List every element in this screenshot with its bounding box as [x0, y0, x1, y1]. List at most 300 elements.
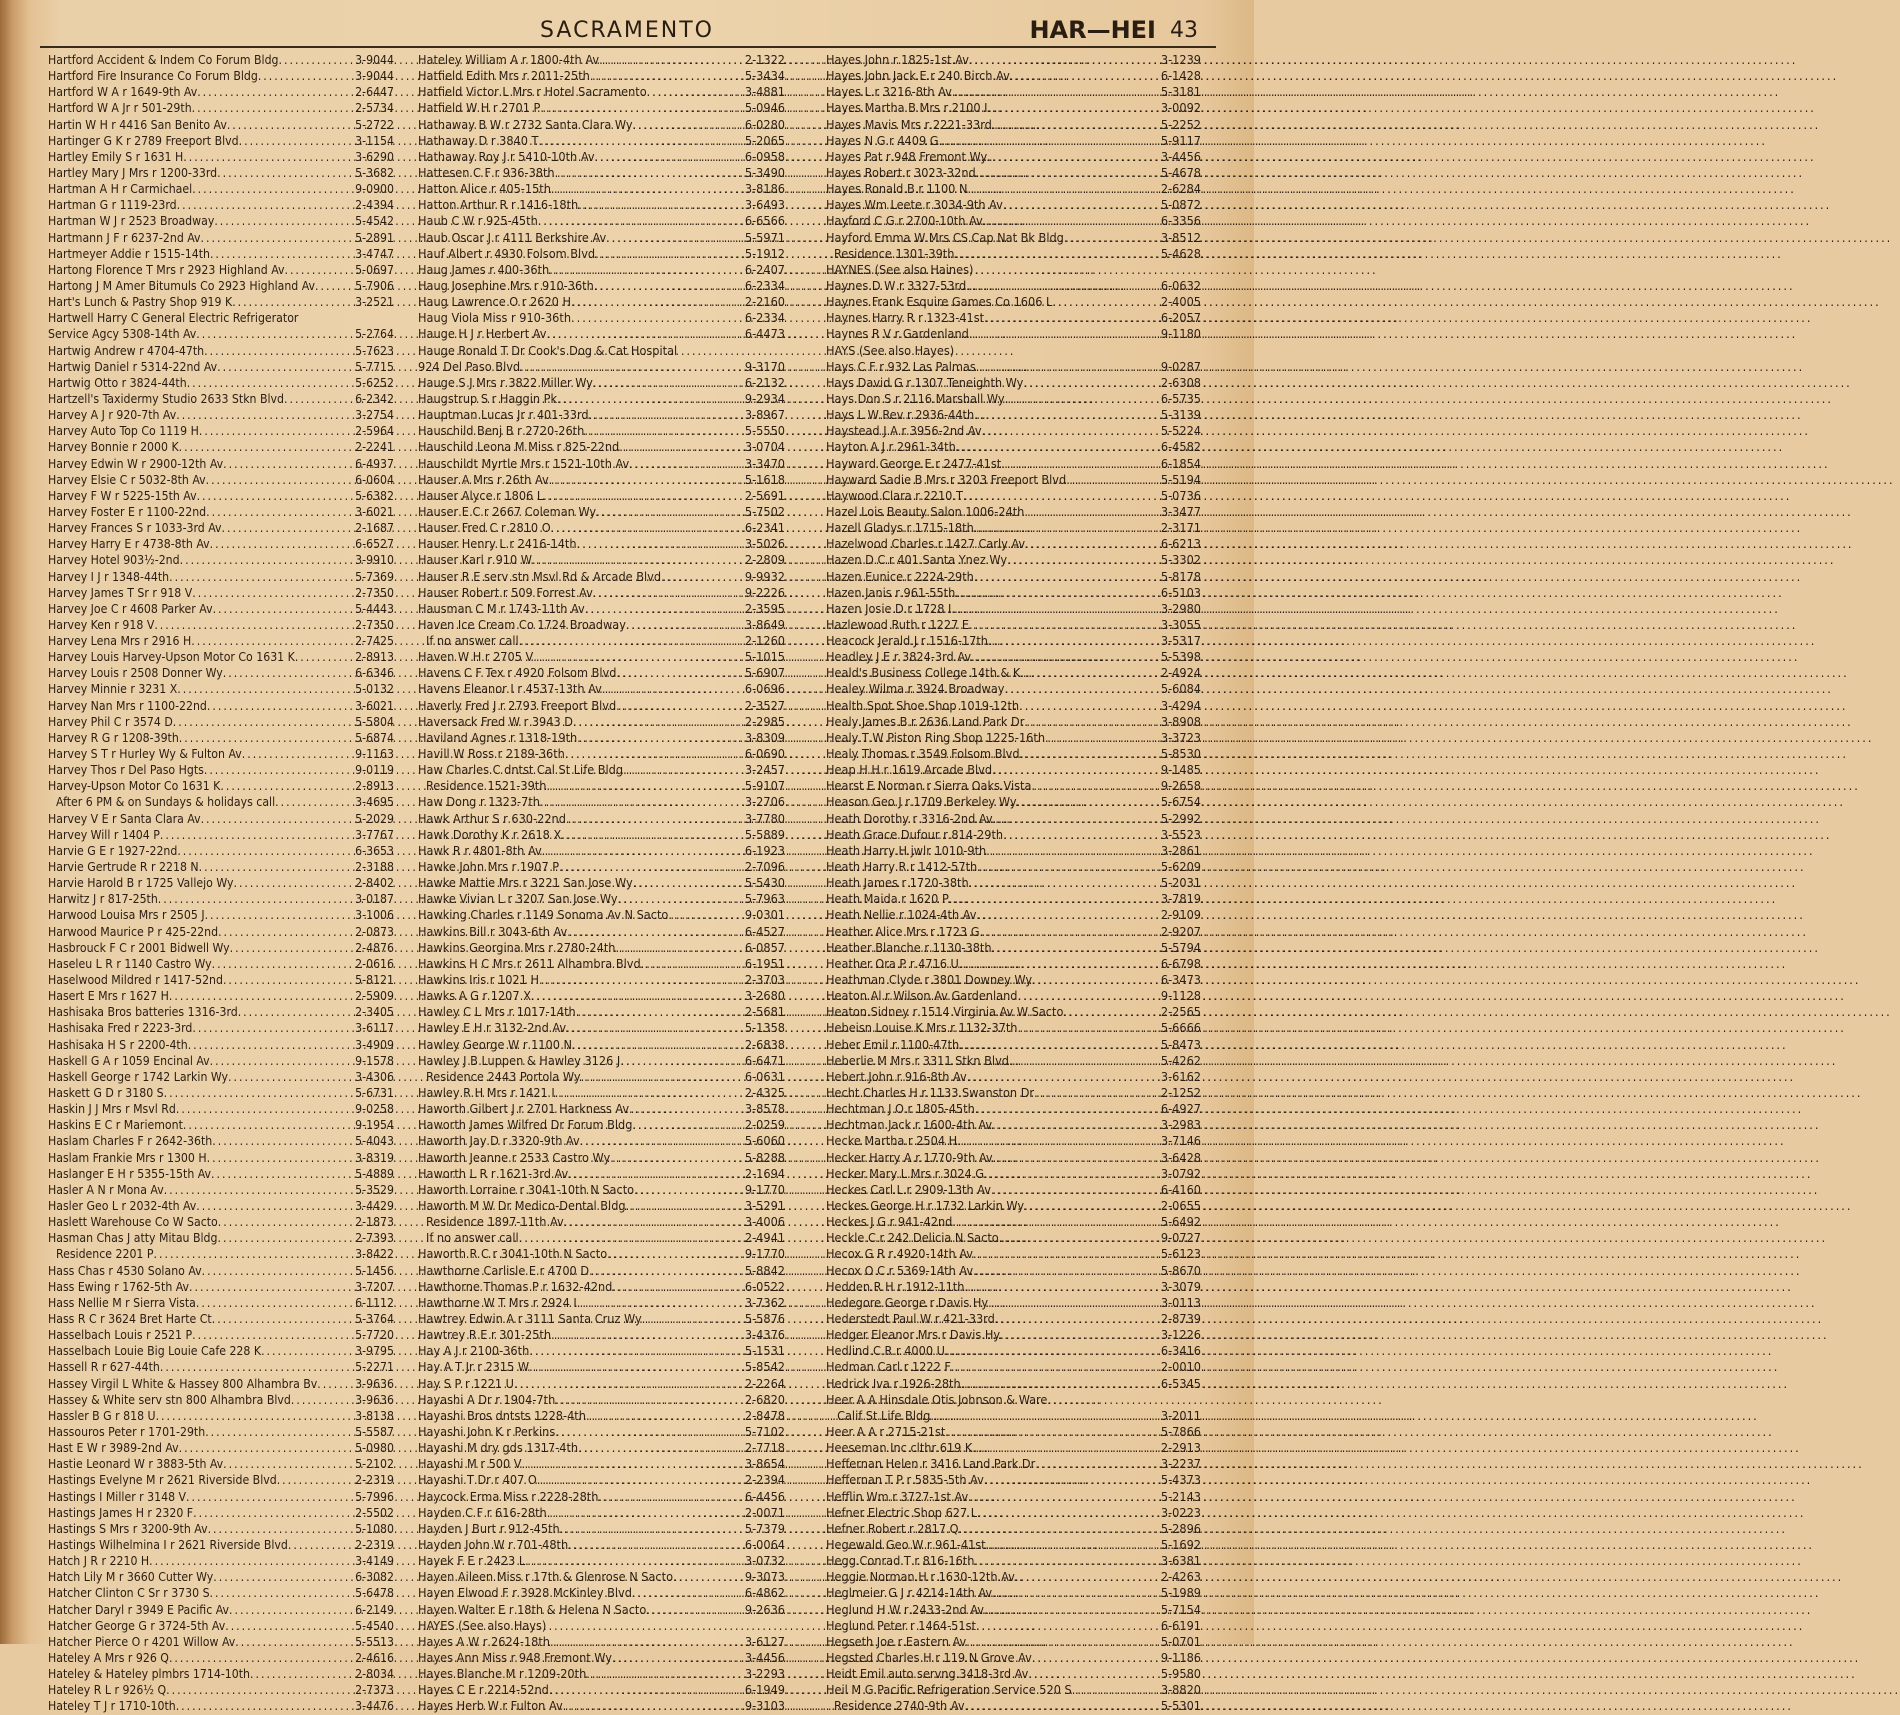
listing-entry	[418, 1214, 785, 1230]
phone-number: 2-4876	[355, 940, 394, 955]
listing-name: Haworth L R r 1621-3rd Av	[418, 1165, 569, 1181]
dot-leader	[179, 439, 356, 455]
dot-leader	[1020, 746, 1161, 762]
dot-leader	[955, 585, 1161, 601]
listing-name: Haystead J A r 3956-2nd Av	[826, 423, 982, 439]
dot-leader	[196, 1295, 355, 1311]
phone-number: 9-1180	[1160, 326, 1201, 342]
phone-number: 6-0857	[744, 939, 785, 955]
listing-name: Heil M G Pacific Refrigeration Service 520 S	[826, 1682, 1072, 1698]
dot-leader	[317, 1376, 355, 1392]
listing-name: Hatcher Pierce O r 4201 Willow Av	[48, 1634, 236, 1649]
dot-leader	[939, 133, 1161, 149]
dot-leader	[206, 472, 356, 488]
phone-number: 2-0010	[1160, 1359, 1201, 1375]
listing-entry	[418, 149, 785, 165]
dot-leader	[596, 504, 745, 520]
listing-name: Hauschild Benj B r 2720-26th	[418, 423, 585, 439]
dot-leader	[540, 794, 745, 810]
phone-number: 2-5964	[355, 424, 394, 439]
listing-entry	[418, 1263, 785, 1279]
listing-name: Hartford Accident & Indem Co Forum Bldg	[48, 53, 279, 67]
phone-number: 3-8649	[744, 616, 785, 632]
phone-number: 5-5301	[1160, 1698, 1201, 1714]
listing-name: Hawthorne Thomas P r 1632-42nd	[418, 1278, 613, 1294]
listing-name: Hateley & Hateley plmbrs 1714-10th	[48, 1667, 250, 1682]
dot-leader	[156, 1408, 356, 1424]
listing-entry	[418, 988, 785, 1004]
dot-leader	[974, 569, 1161, 585]
phone-number: 9-0119	[355, 763, 394, 778]
phone-number: 2-2809	[744, 552, 785, 568]
listing-name: Haskin J J Mrs r Msvl Rd	[48, 1102, 176, 1117]
listing-entry	[826, 52, 1201, 68]
listing-entry	[48, 1263, 394, 1279]
listing-entry	[48, 1376, 394, 1392]
dot-leader	[1072, 1682, 1161, 1698]
listing-entry	[48, 68, 394, 84]
phone-number: 5-8670	[1160, 1262, 1201, 1278]
listing-name: Hasselbach Louis r 2521 P	[48, 1328, 193, 1343]
phone-number: 9-3170	[744, 358, 785, 374]
dot-leader	[1031, 778, 1160, 794]
listing-name: Harwitz J r 817-25th	[48, 892, 158, 907]
listing-entry	[48, 972, 394, 988]
phone-number: 2-4616	[355, 1650, 394, 1665]
dot-leader	[1003, 197, 1161, 213]
dot-leader	[191, 633, 355, 649]
listing-entry	[826, 924, 1201, 940]
phone-number: 3-8578	[744, 1101, 785, 1117]
phone-number: 2-4263	[1160, 1569, 1201, 1585]
dot-leader	[969, 326, 1161, 342]
listing-entry	[418, 746, 785, 762]
dot-leader	[992, 762, 1161, 778]
phone-number: 3-8908	[1160, 713, 1201, 729]
listing-name: Hays Don S r 2116 Marshall Wy	[826, 390, 1005, 406]
listing-entry	[418, 1279, 785, 1295]
listing-name: Hecker Mary L Mrs r 3024 G	[826, 1165, 985, 1181]
dot-leader	[983, 213, 1161, 229]
phone-number: 5-4889	[355, 1166, 394, 1181]
dot-leader	[218, 1214, 355, 1230]
listing-name: Hayen Aileen Miss r 17th & Glenrose N Sacto	[418, 1569, 674, 1585]
listing-name: Hashisaka Fred r 2223-3rd	[48, 1021, 193, 1036]
phone-number: 5-2891	[355, 230, 394, 245]
phone-number: 5-2992	[1160, 810, 1201, 826]
phone-number: 2-8913	[355, 650, 394, 665]
dot-leader	[201, 230, 356, 246]
listing-name: Hebeisn Louise K Mrs r 1132-37th	[826, 1020, 1018, 1036]
dot-leader	[212, 956, 356, 972]
listing-entry	[826, 1101, 1201, 1117]
phone-number: 3-4909	[355, 1037, 394, 1052]
phone-number: 2-4325	[744, 1085, 785, 1100]
listing-entry	[826, 1053, 1201, 1069]
listing-name: After 6 PM & on Sundays & holidays call	[56, 795, 276, 810]
phone-number: 6-2149	[355, 1602, 394, 1617]
phone-number: 5-3490	[744, 164, 785, 180]
phone-number: 2-8739	[1160, 1310, 1201, 1326]
listing-name: Hecke Martha r 2504 H	[826, 1133, 958, 1149]
listing-name: Harvey Ken r 918 V	[48, 617, 155, 632]
listing-name: Heath Dorothy r 3316-2nd Av	[826, 810, 993, 826]
phone-number: 5-4262	[1160, 1052, 1201, 1068]
dot-leader	[589, 407, 745, 423]
listing-name: Hawke John Mrs r 1907 P	[418, 859, 560, 875]
dot-leader	[261, 1343, 355, 1359]
phone-number: 2-6284	[1160, 181, 1201, 197]
listing-entry	[826, 117, 1201, 133]
listing-entry	[826, 794, 1201, 810]
listing-entry	[826, 310, 1201, 326]
listing-name: Hartford Fire Insurance Co Forum Bldg	[48, 69, 258, 84]
phone-number: 6-0280	[744, 116, 785, 132]
dot-leader	[192, 1020, 355, 1036]
listing-name: Heglmeier G J r 4214-14th Av	[826, 1585, 993, 1601]
listing-name: Hasert E Mrs r 1627 H	[48, 989, 169, 1004]
listing-entry	[48, 504, 394, 520]
listing-entry	[48, 1085, 394, 1101]
dot-leader	[563, 1698, 745, 1714]
listing-name: Hartwig Daniel r 5314-22nd Av	[48, 359, 218, 374]
dot-leader	[210, 1053, 355, 1069]
dot-leader	[945, 1424, 1161, 1440]
listing-entry	[48, 1117, 394, 1133]
dot-leader	[229, 1602, 355, 1618]
listing-entry	[826, 891, 1201, 907]
dot-leader	[1010, 68, 1161, 84]
dot-leader	[951, 1359, 1161, 1375]
phone-number: 3-1226	[1160, 1327, 1201, 1343]
phone-number: 3-1154	[355, 133, 394, 148]
listing-entry	[826, 1537, 1201, 1553]
listing-name: Haynes D W r 3327-53rd	[826, 277, 967, 293]
listing-entry	[826, 762, 1201, 778]
listing-entry	[418, 1602, 785, 1618]
listing-entry	[48, 197, 394, 213]
dot-leader	[581, 1069, 745, 1085]
listing-name: Hayes Blanche M r 1209-20th	[418, 1666, 587, 1682]
listing-name: Hauser Henry L r 2416-14th	[418, 536, 577, 552]
listing-entry	[826, 681, 1201, 697]
listing-name: Haywood Clara r 2210 T	[826, 487, 963, 503]
dot-leader	[1045, 730, 1161, 746]
listing-entry	[826, 100, 1201, 116]
phone-number: 6-0522	[744, 1278, 785, 1294]
listing-name: Hawk R r 4801-8th Av	[418, 842, 542, 858]
phone-number: 2-9109	[1160, 907, 1201, 923]
dot-leader	[154, 617, 355, 633]
listing-entry	[826, 1004, 1201, 1020]
listing-entry	[48, 117, 394, 133]
listing-name: Hatfield Victor L Mrs r Hotel Sacramento	[418, 84, 647, 100]
listing-entry	[418, 1198, 785, 1214]
dot-leader	[1007, 552, 1161, 568]
listing-name: Hassouros Peter r 1701-29th	[48, 1424, 206, 1439]
listing-name: Hatfield Edith Mrs r 2011-25th	[418, 68, 590, 84]
dot-leader	[549, 472, 745, 488]
listing-entry	[48, 1150, 394, 1166]
listing-name: Hastings Evelyne M r 2621 Riverside Blvd	[48, 1473, 277, 1488]
listing-entry	[48, 730, 394, 746]
dot-leader	[571, 310, 745, 326]
dot-leader	[202, 1263, 356, 1279]
listing-entry	[826, 1230, 1201, 1246]
listing-entry	[826, 633, 1201, 649]
listing-entry	[418, 439, 785, 455]
phone-number: 2-2319	[355, 1537, 394, 1552]
dot-leader	[230, 940, 356, 956]
listing-name: Healy James B r 2636 Land Park Dr	[826, 713, 1025, 729]
dot-leader	[1004, 681, 1160, 697]
listing-name: Hedman Carl r 1222 F	[826, 1359, 951, 1375]
listing-entry	[826, 1037, 1201, 1053]
dot-leader	[1019, 698, 1161, 714]
phone-number: 3-2754	[355, 408, 394, 423]
listing-name: Hasselbach Louie Big Louie Cafe 228 K	[48, 1344, 262, 1359]
listing-entry	[418, 1537, 785, 1553]
listing-entry	[418, 907, 785, 923]
phone-number: 5-2143	[1160, 1488, 1201, 1504]
listing-name: Heaton Al r Wilson Av Gardenland	[826, 988, 1018, 1004]
listing-entry	[48, 1440, 394, 1456]
phone-number: 2-3703	[744, 972, 785, 988]
listing-name: Haug James r 400-36th	[418, 261, 550, 277]
listing-entry	[418, 1440, 785, 1456]
listing-entry	[48, 1053, 394, 1069]
listing-name: Hayes Robert r 3023-32nd	[826, 164, 976, 180]
listing-name: Hawthorne Carlisle E r 4700 D	[418, 1262, 590, 1278]
listing-entry	[418, 1150, 785, 1166]
listing-name: Hawley J B Luppen & Hawley 3126 J	[418, 1052, 621, 1068]
listing-entry	[418, 1230, 785, 1246]
listing-entry	[48, 165, 394, 181]
listing-name: Haub C W r 925-45th	[418, 213, 538, 229]
dot-leader	[555, 165, 745, 181]
phone-number: 5-5889	[744, 826, 785, 842]
listing-name: Haskett G D r 3180 S	[48, 1086, 164, 1100]
listing-entry	[418, 1117, 785, 1133]
listing-name: Hartman G r 1119-23rd	[48, 198, 177, 213]
listing-name: Harwood Maurice P r 425-22nd	[48, 924, 219, 939]
phone-number: 5-2065	[744, 132, 785, 148]
phone-number: 5-6666	[1160, 1020, 1201, 1036]
listing-entry	[418, 423, 785, 439]
dot-leader	[250, 1666, 355, 1682]
listing-entry	[826, 907, 1201, 923]
phone-number: 3-5026	[744, 536, 785, 552]
listing-entry	[418, 262, 785, 278]
phone-number: 5-3181	[1160, 84, 1201, 100]
listing-entry	[418, 569, 785, 585]
listing-name: Hauser Robert r 509 Forrest Av	[418, 584, 593, 600]
listing-name: Hazel Lois Beauty Salon 1006-24th	[826, 503, 1025, 519]
listing-name: Healy Thomas r 3549 Folsom Blvd	[826, 746, 1020, 762]
listing-entry	[418, 230, 785, 246]
dot-leader	[988, 633, 1161, 649]
dot-leader	[642, 1311, 745, 1327]
listing-name: Hayek F E r 2423 L	[418, 1553, 526, 1569]
phone-number: 3-4456	[744, 1649, 785, 1665]
listing-entry	[826, 714, 1201, 730]
listing-entry	[418, 1376, 785, 1392]
listing-name: Heath Maida r 1620 P	[826, 891, 949, 907]
listing-entry	[826, 391, 1201, 407]
listing-entry	[826, 230, 1201, 246]
listing-name: Hartley Emily S r 1631 H	[48, 149, 184, 164]
listing-name: Hayashi M r 500 V	[418, 1456, 522, 1472]
listing-entry	[826, 552, 1201, 568]
phone-number: 3-6021	[355, 504, 394, 519]
listing-entry	[48, 1133, 394, 1149]
listing-name: Haworth Jay D r 3320-9th Av	[418, 1133, 580, 1149]
listing-entry	[826, 1650, 1201, 1666]
phone-number: 5-9580	[1160, 1666, 1201, 1682]
phone-number: 5-4540	[355, 1618, 394, 1633]
dot-leader	[1064, 230, 1161, 246]
column-1	[48, 52, 394, 1714]
listing-entry	[418, 552, 785, 568]
phone-number: 5-2029	[355, 811, 394, 826]
dot-leader	[238, 1004, 355, 1020]
phone-number: 3-5317	[1160, 633, 1201, 649]
phone-number: 3-3723	[1160, 729, 1201, 745]
listing-entry	[418, 1343, 785, 1359]
listing-name: Hays L W Rev r 2936-44th	[826, 407, 975, 423]
listing-name: Hauge H J r Herbert Av	[418, 326, 547, 342]
phone-number: 3-8654	[744, 1456, 785, 1472]
phone-number: 3-4306	[355, 1069, 394, 1084]
listing-entry	[48, 1424, 394, 1440]
phone-number: 6-0604	[355, 472, 394, 487]
listing-name: Hayes John Jack E r 240 Birch Av	[826, 68, 1010, 84]
listing-entry	[48, 875, 394, 891]
dot-leader	[593, 585, 745, 601]
listing-entry	[826, 843, 1201, 859]
listing-entry	[826, 1666, 1201, 1682]
listing-entry	[826, 359, 1201, 375]
phone-number: 2-9207	[1160, 923, 1201, 939]
dot-leader	[522, 1456, 745, 1472]
listing-name: Hartin W H r 4416 San Benito Av	[48, 117, 227, 132]
listing-name: Heber Emil r 1100-47th	[826, 1036, 960, 1052]
listing-name: Hauser Karl r 910 W	[418, 552, 533, 568]
phone-number: 5-6123	[1160, 1246, 1201, 1262]
phone-number: 5-7379	[744, 1520, 785, 1536]
dot-leader	[529, 1359, 745, 1375]
dot-leader	[980, 924, 1161, 940]
dot-leader	[571, 294, 745, 310]
dot-leader	[538, 213, 745, 229]
listing-entry	[48, 649, 394, 665]
listing-name: Haslam Charles F r 2642-36th	[48, 1134, 213, 1149]
listing-entry	[826, 1505, 1201, 1521]
dot-leader	[173, 714, 355, 730]
phone-number: 9-0727	[1160, 1230, 1201, 1246]
dot-leader	[177, 197, 356, 213]
dot-leader	[565, 746, 745, 762]
phone-number: 5-6492	[1160, 1214, 1201, 1230]
phone-number: 5-7866	[1160, 1423, 1201, 1439]
listing-entry	[48, 1359, 394, 1375]
listing-name: Harvey Auto Top Co 1119 H	[48, 424, 199, 439]
phone-number: 3-0792	[1160, 1165, 1201, 1181]
phone-number: 3-9636	[355, 1376, 394, 1391]
listing-name: Hayes John r 1825-1st Av	[826, 52, 969, 67]
listing-entry	[418, 1682, 785, 1698]
phone-number: 2-5909	[355, 989, 394, 1004]
listing-entry	[48, 794, 394, 810]
phone-number: 3-8820	[1160, 1682, 1201, 1698]
dot-leader	[566, 811, 745, 827]
phone-number: 9-3103	[744, 1698, 785, 1714]
dot-leader	[646, 1602, 745, 1618]
dot-leader	[618, 891, 745, 907]
listing-name: Haworth M W Dr Medico-Dental Bldg	[418, 1197, 626, 1213]
listing-name: Hassey & White serv stn 800 Alhambra Blvd	[48, 1392, 291, 1407]
listing-entry	[826, 1133, 1201, 1149]
listing-name: Hazlewood Ruth r 1227 E	[826, 616, 969, 632]
dot-leader	[158, 891, 355, 907]
listing-entry	[826, 1343, 1201, 1359]
phone-number: 2-2319	[355, 1473, 394, 1488]
listing-entry	[418, 1295, 785, 1311]
phone-number: 2-6838	[744, 1036, 785, 1052]
listing-entry	[48, 940, 394, 956]
dot-leader	[673, 1569, 745, 1585]
dot-leader	[192, 100, 356, 116]
phone-number: 3-2521	[355, 295, 394, 310]
phone-number: 3-6162	[1160, 1068, 1201, 1084]
phone-number: 2-5502	[355, 1505, 394, 1520]
listing-name: Hayes Ann Miss r 948 Fremont Wy	[418, 1649, 612, 1665]
listing-name: Hastings I Miller r 3148 V	[48, 1489, 187, 1504]
listing-name: Haub Oscar J r 4111 Berkshire Av	[418, 229, 607, 245]
listing-entry	[48, 617, 394, 633]
listing-entry	[48, 665, 394, 681]
phone-number: 9-0287	[1160, 358, 1201, 374]
phone-number: 6-2334	[744, 277, 785, 293]
listing-entry	[418, 504, 785, 520]
phone-number: 3-3470	[744, 455, 785, 471]
phone-number: 6-0632	[1160, 277, 1201, 293]
listing-name: Hartmann J F r 6237-2nd Av	[48, 230, 201, 245]
phone-number: 2-1322	[744, 52, 785, 67]
listing-entry	[48, 1295, 394, 1311]
dot-leader	[606, 230, 745, 246]
phone-number: 2-1873	[355, 1215, 394, 1230]
phone-number: 5-6209	[1160, 859, 1201, 875]
listing-entry	[48, 1553, 394, 1569]
dot-leader	[197, 488, 356, 504]
listing-entry	[48, 326, 394, 342]
phone-number: 2-1687	[355, 521, 394, 536]
listing-name: Heath Harry H jwlr 1010-9th	[826, 842, 987, 858]
listing-name: Heacock Jerald J r 1516-17th	[826, 633, 988, 649]
listing-entry	[48, 1634, 394, 1650]
phone-number: 5-4628	[1160, 245, 1201, 261]
phone-number: 5-1080	[355, 1521, 394, 1536]
listing-name: Harvey Hotel 903½-2nd	[48, 553, 180, 568]
phone-number: 5-1912	[744, 245, 785, 261]
listing-entry	[418, 1327, 785, 1343]
listing-entry	[418, 875, 785, 891]
dot-leader	[972, 1440, 1161, 1456]
listing-entry	[418, 1698, 785, 1714]
phone-number: 2-2913	[1160, 1440, 1201, 1456]
dot-leader	[577, 730, 745, 746]
